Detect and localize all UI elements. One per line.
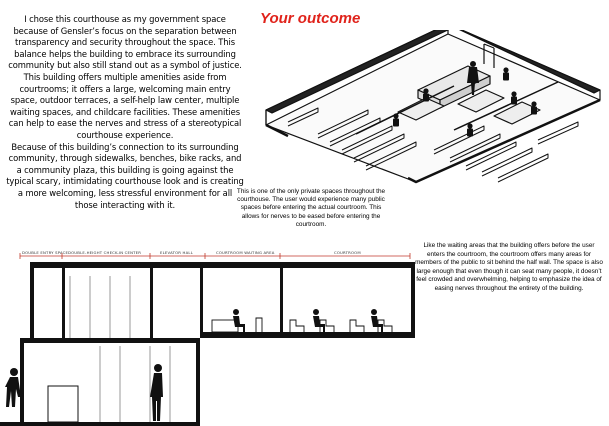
caption-private-space: This is one of the only private spaces throughout the courthouse. The user would experience many public spaces before entering the actual courtroom. This allows for nerves to be eased before entering the courtroom.	[236, 188, 386, 228]
courtroom-isometric-drawing	[258, 30, 603, 185]
zone-label-waiting-area: COURTROOM WAITING AREA	[216, 250, 275, 255]
building-section-drawing	[0, 246, 430, 426]
zone-dimension-line	[20, 253, 410, 259]
caption-waiting-areas: Like the waiting areas that the building offers before the user enters the courtroom, the courtroom offers many areas for members of the public to sit behind the half wall. The space is also large enough that even though it can seat many people, it doesn’t feel crowded and overwhelming, helping to emphasize the idea of easing nerves throughout the entirety of the building.	[415, 242, 603, 292]
check-in-desk	[48, 386, 78, 422]
zone-label-check-in: DOUBLE-HEIGHT CHECK-IN CENTER	[68, 250, 142, 255]
intro-paragraph-2: Because of this building’s connection to its surrounding community, through sidewalks, benches, bike racks, and a community plaza, this building is going against the typical scary, intimidating courthouse look and is creating a more welcoming, less stressful environment for all those interacting with it.	[6, 141, 244, 210]
zone-label-elevator-hall: ELEVATOR HALL	[160, 250, 194, 255]
zone-label-double-entry: DOUBLE ENTRY SPACE	[22, 250, 69, 255]
zone-label-courtroom: COURTROOM	[334, 250, 361, 255]
intro-text	[6, 14, 244, 211]
intro-paragraph-1: I chose this courthouse as my government space because of Gensler’s focus on the separation between transparency and security throughout the space. This balance helps the building to embrace its surrounding community but also still stand out as a symbol of justice. This building offers multiple amenities aside from courtrooms; it offers a large, welcoming main entry space, outdoor terraces, a self-help law center, multiple waiting spaces, and childcare facilities. These amenities can help to ease the nerves and stress of a stereotypical courthouse experience.	[8, 14, 242, 140]
outcome-title: Your outcome	[260, 10, 361, 27]
